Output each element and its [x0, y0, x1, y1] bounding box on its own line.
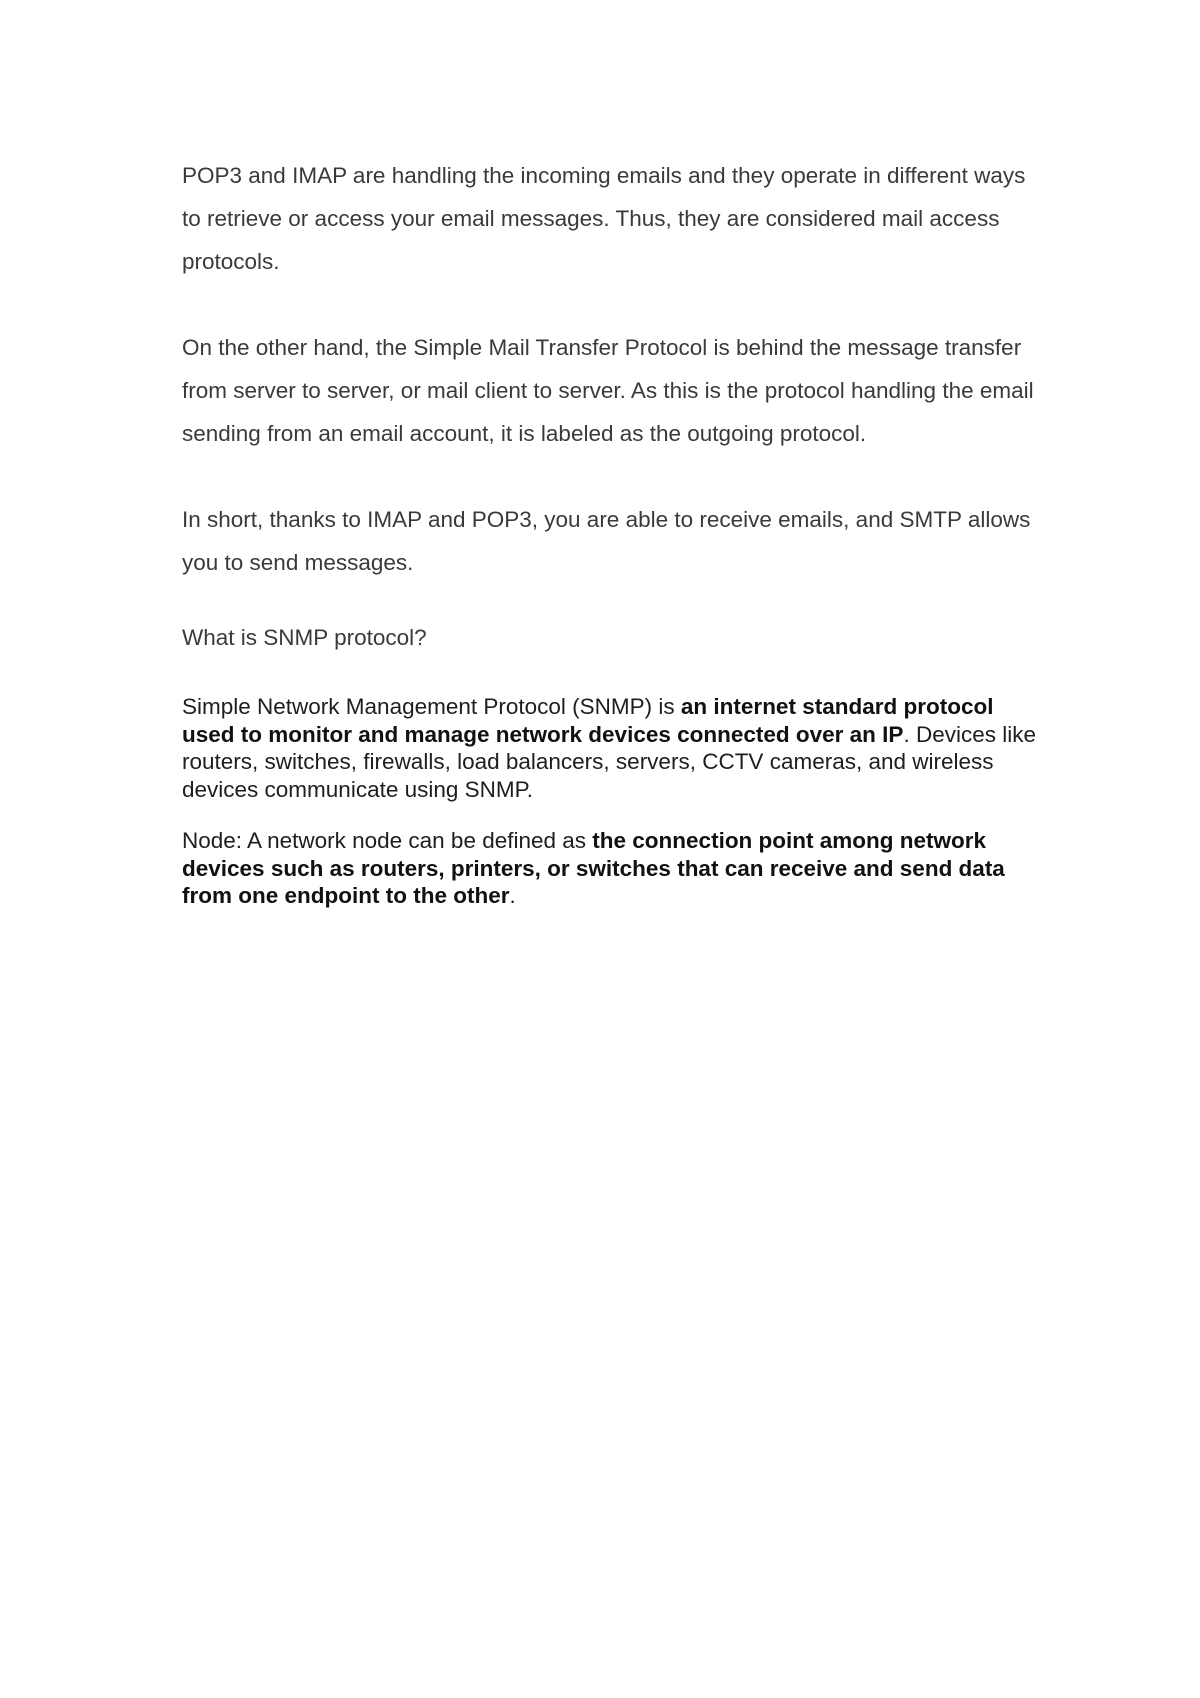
node-definition-emphasis: the connection point among network devices such as routers, printers, or switches that can receive and send data from one endpoint to the other [182, 828, 1005, 908]
snmp-definition-rest: . Devices like routers, switches, firewalls, load balancers, servers, CCTV cameras, and wireless devices communicate using SNMP. [182, 721, 1036, 802]
paragraph-snmp-definition [182, 693, 1042, 803]
snmp-definition-intro: Simple Network Management Protocol (SNMP) is [182, 694, 681, 719]
paragraph-node-definition [182, 827, 1042, 910]
node-definition-intro: Node: A network node can be defined as [182, 828, 593, 853]
paragraph-summary: In short, thanks to IMAP and POP3, you are able to receive emails, and SMTP allows you to send messages. [182, 507, 1031, 575]
paragraph-mail-access-protocols: POP3 and IMAP are handling the incoming emails and they operate in different ways to retrieve or access your email messages. Thus, they are considered mail access protocols. [182, 163, 1026, 274]
question-heading: What is SNMP protocol? [182, 625, 427, 650]
document-body [182, 154, 1042, 910]
paragraph-smtp-outgoing: On the other hand, the Simple Mail Transfer Protocol is behind the message transfer from server to server, or mail client to server. As this is the protocol handling the email sending from an email account, it is labeled as the outgoing protocol. [182, 335, 1034, 446]
snmp-definition-emphasis: an internet standard protocol used to monitor and manage network devices connected over an IP [182, 694, 994, 747]
node-definition-rest: . [509, 883, 516, 908]
